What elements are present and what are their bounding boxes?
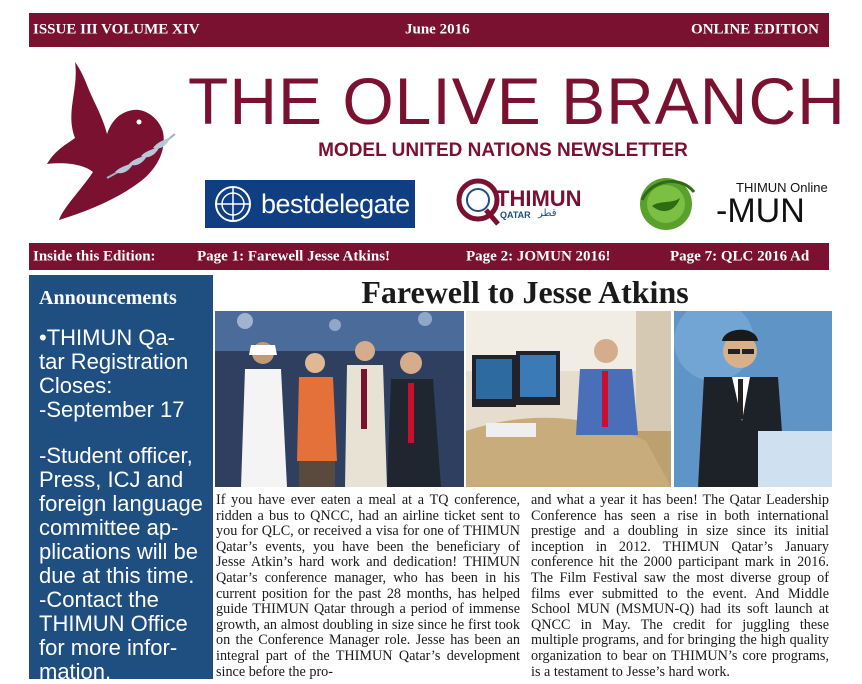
thimun-qatar-arabic-text: قطر xyxy=(538,208,557,219)
issue-date: June 2016 xyxy=(405,21,470,38)
podium-speech-photo xyxy=(674,311,832,487)
announcement-line: committee ap- xyxy=(39,515,179,540)
inside-item-page-7[interactable]: Page 7: QLC 2016 Ad xyxy=(670,248,810,264)
announcement-line: •THIMUN Qa- xyxy=(39,325,176,350)
dove-logo xyxy=(45,60,180,225)
article-body-right-column: and what a year it has been! The Qatar Leadership Conference has seen a rise in both international prestige and a doubling in size since its initial inception in 2012. THIMUN Qatar’s January conference hit the 2000 participant mark in 2016. The Film Festival saw the most diverse group of films ever submitted to the event. And Middle School MUN (MSMUN-Q) had its soft launch at QNCC in May. The credit for juggling these multiple programs, and for bringing the high quality organization to bear on THIMUN’s core programs, is a testament to Jesse’s hard work. xyxy=(531,492,829,680)
thimun-online-main-text: -MUN xyxy=(716,192,805,230)
thimun-online-mun-logo xyxy=(632,170,832,234)
announcements-sidebar xyxy=(29,275,213,684)
announcement-line: -Contact the xyxy=(39,587,159,612)
announcement-line: for more infor- xyxy=(39,635,178,660)
announcement-line: Closes: xyxy=(39,373,113,398)
un-globe-icon xyxy=(213,184,253,224)
article-body-left-column: If you have ever eaten a meal at a TQ conference, ridden a bus to QNCC, had an airline ticket sent to you for QLC, or received a visa for one of THIMUN Qatar’s events, you have been the beneficiary of Jesse Atkin’s hard work and dedication! THIMUN Qatar’s conference manager, who has been in his current position for the past 28 months, has helped guide THIMUN Qatar through a period of immense growth, an almost doubling in size since he first took on the Conference Manager role. Jesse has been an integral part of the THIMUN Qatar’s development since before the pro- xyxy=(216,493,520,679)
thimun-online-top-text: THIMUN Online xyxy=(736,180,828,195)
announcement-line: -Student officer, xyxy=(39,443,193,468)
thimun-qatar-logo xyxy=(456,170,596,234)
announcement-line: due at this time. xyxy=(39,563,195,588)
article-title: Farewell to Jesse Atkins xyxy=(361,274,689,310)
newsletter-subtitle: MODEL UNITED NATIONS NEWSLETTER xyxy=(318,140,688,161)
issue-header-bar xyxy=(29,13,829,47)
inside-edition-label: Inside this Edition: xyxy=(33,248,156,264)
announcement-line: tar Registration xyxy=(39,349,189,374)
announcement-line: Press, ICJ and xyxy=(39,467,184,492)
issue-number: ISSUE III VOLUME XIV xyxy=(33,21,200,38)
thimun-green-globe-icon xyxy=(632,170,702,234)
announcement-line: plications will be xyxy=(39,539,198,564)
announcements-heading: Announcements xyxy=(39,287,177,309)
announcement-line: foreign language xyxy=(39,491,203,516)
thimun-qatar-subtext: QATAR xyxy=(500,210,531,220)
inside-item-page-1[interactable]: Page 1: Farewell Jesse Atkins! xyxy=(197,248,391,264)
thimun-qatar-text: THIMUN xyxy=(496,186,582,211)
inside-edition-bar xyxy=(29,243,829,270)
office-desk-photo xyxy=(466,311,671,487)
bestdelegate-logo xyxy=(205,180,415,228)
newsletter-title: THE OLIVE BRANCH xyxy=(188,64,846,138)
inside-item-page-2[interactable]: Page 2: JOMUN 2016! xyxy=(466,248,611,264)
announcement-line: -September 17 xyxy=(39,397,185,422)
announcement-line: THIMUN Office xyxy=(39,611,188,636)
group-photo xyxy=(215,311,464,487)
bestdelegate-logo-text: bestdelegate xyxy=(261,188,410,219)
edition-label: ONLINE EDITION xyxy=(691,21,819,38)
announcement-line: mation. xyxy=(39,659,112,684)
